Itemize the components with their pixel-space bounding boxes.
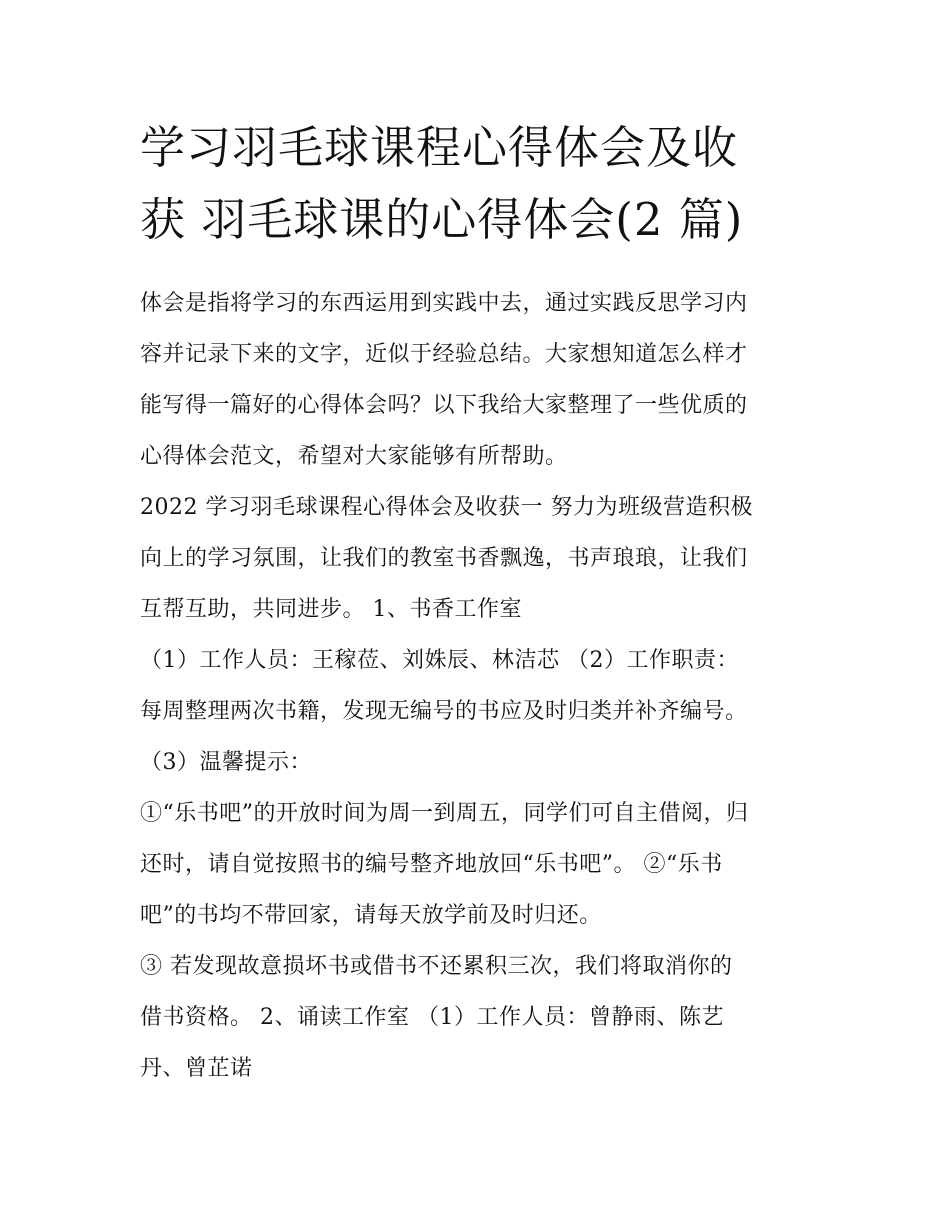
- text-line: 每周整理两次书籍，发现无编号的书应及时归类并补齐编号。: [140, 699, 748, 724]
- text-line: 丹、曾芷诺: [140, 1056, 253, 1081]
- title-line: 学习羽毛球课程心得体会及收: [140, 121, 739, 174]
- title-line: 获 羽毛球课的心得体会(2 篇): [140, 193, 744, 246]
- text-line: 容并记录下来的文字，近似于经验总结。大家想知道怎么样才: [140, 342, 748, 367]
- text-line: 还时，请自觉按照书的编号整齐地放回“乐书吧”。 ②“乐书: [140, 852, 723, 877]
- document-title: [140, 112, 820, 256]
- text-line: 心得体会范文，希望对大家能够有所帮助。: [140, 444, 568, 469]
- document-body: [140, 278, 830, 1094]
- text-line: 吧”的书均不带回家，请每天放学前及时归还。: [140, 903, 602, 928]
- text-line: （3）温馨提示：: [140, 750, 312, 775]
- text-line: 能写得一篇好的心得体会吗？以下我给大家整理了一些优质的: [140, 393, 748, 418]
- text-line: 借书资格。 2、诵读工作室 （1）工作人员：曾静雨、陈艺: [140, 1005, 724, 1030]
- text-line: 2022 学习羽毛球课程心得体会及收获一 努力为班级营造积极: [140, 495, 753, 520]
- text-line: 体会是指将学习的东西运用到实践中去，通过实践反思学习内: [140, 291, 748, 316]
- paragraph-section-one: [140, 482, 830, 635]
- text-line: ③ 若发现故意损坏书或借书不还累积三次，我们将取消你的: [140, 954, 733, 979]
- paragraph-reading-room: [140, 941, 830, 1094]
- paragraph-intro: [140, 278, 830, 482]
- text-line: 向上的学习氛围，让我们的教室书香飘逸，书声琅琅，让我们: [140, 546, 748, 571]
- paragraph-reminders: [140, 788, 830, 941]
- paragraph-staff-duties: [140, 635, 830, 788]
- text-line: （1）工作人员：王稼莅、刘姝辰、林洁芯 （2）工作职责：: [140, 648, 739, 673]
- text-line: ①“乐书吧”的开放时间为周一到周五，同学们可自主借阅，归: [140, 801, 749, 826]
- text-line: 互帮互助，共同进步。 1、书香工作室: [140, 597, 522, 622]
